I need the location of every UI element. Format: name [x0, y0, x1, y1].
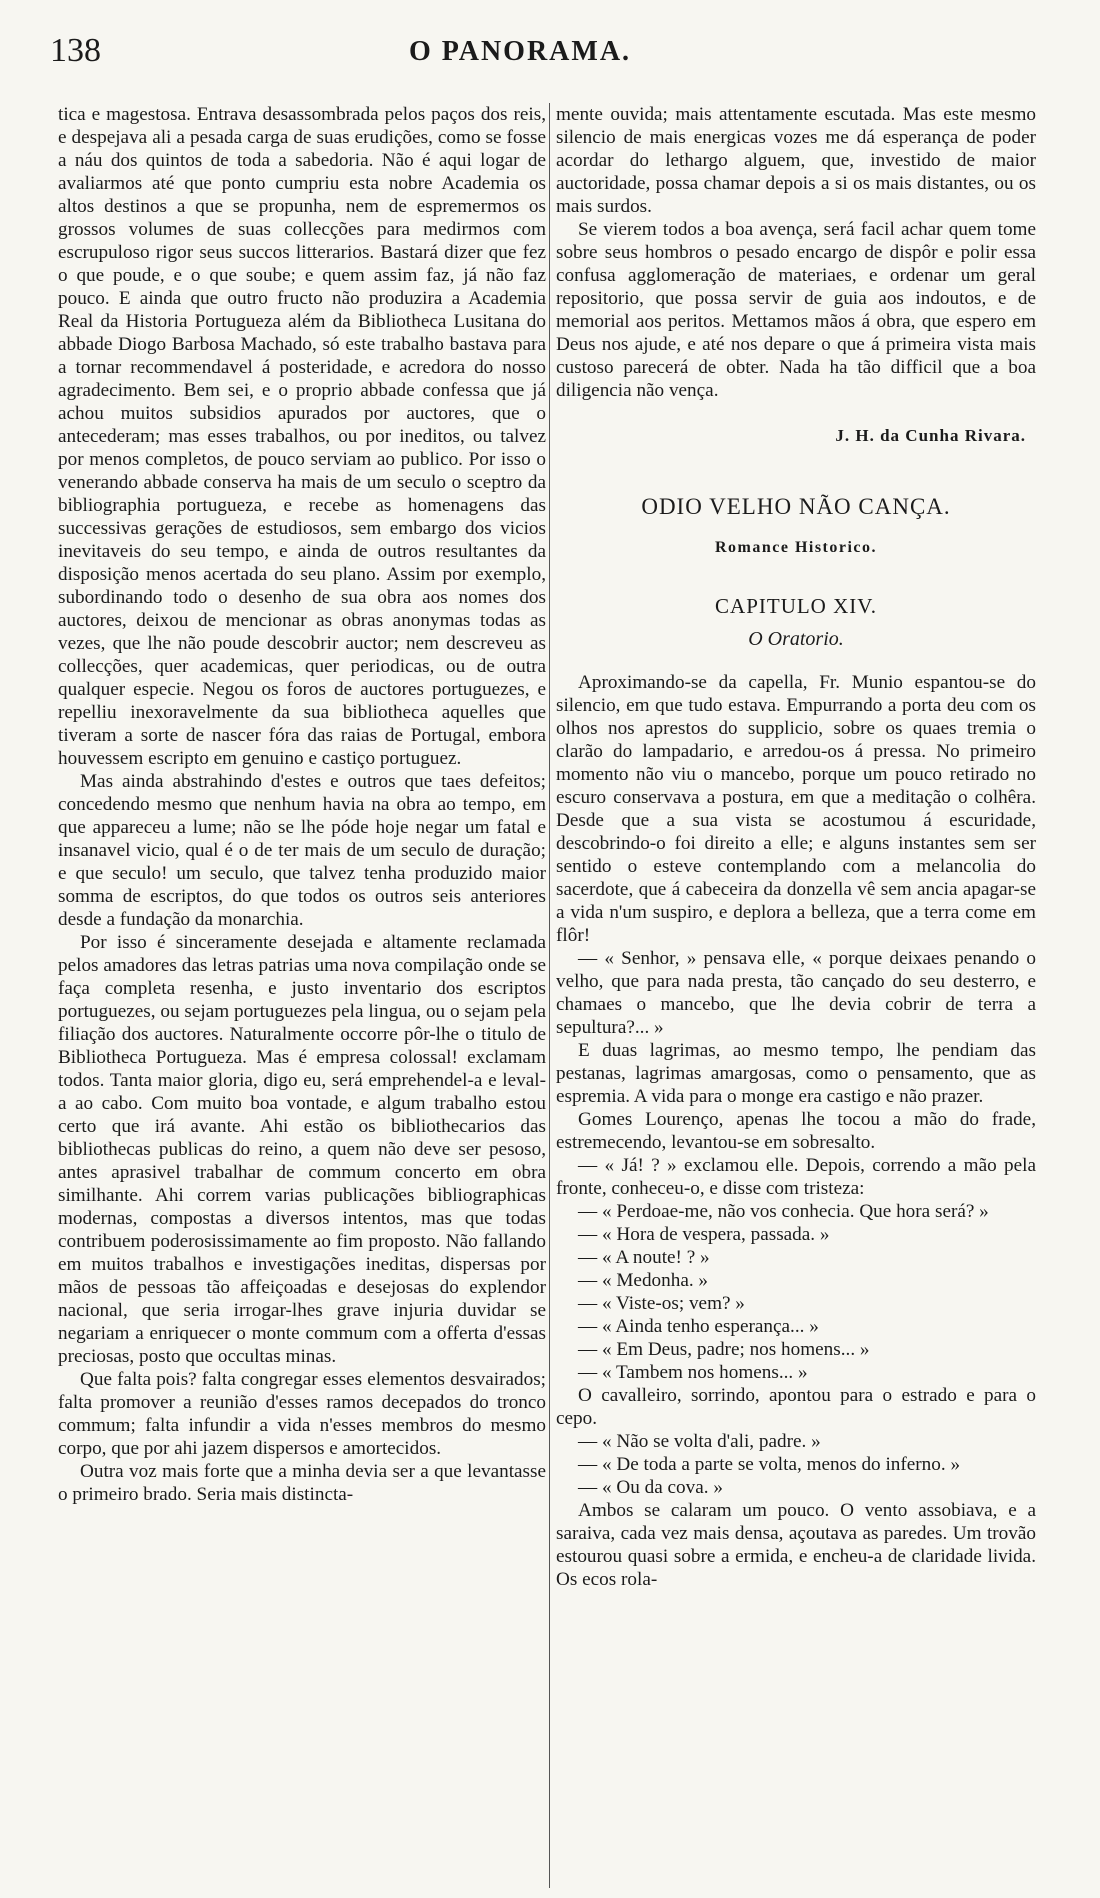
paragraph: Aproximando-se da capella, Fr. Munio espantou-se do silencio, em que tudo estava. Empurrando a porta deu com os olhos nos aprestos do supplicio, sobre os quaes tremia o clarão do lampadario, e arredou-os á pressa. No primeiro momento não viu o mancebo, porque um pouco retirado no escuro conservava a postura, em que a meditação o colhêra. Desde que a sua vista se acostumou á escuridade, descobrindo-o foi direito a elle; e alguns instantes sem ser sentido o esteve contemplando com a melancolia do sacerdote, que á cabeceira da donzella vê sem ancia apagar-se a vida n'um suspiro, e deplora a belleza, que a terra come em flôr! [556, 672, 1036, 946]
paragraph: mente ouvida; mais attentamente escutada. Mas este mesmo silencio de mais energicas vozes me dá esperança de poder acordar do lethargo alguem, que, investido de maior auctoridade, possa chamar depois a si os mais distantes, ou os mais surdos. [556, 104, 1036, 217]
dialogue-line: — « Não se volta d'ali, padre. » [578, 1431, 821, 1452]
dialogue-line: — « Ou da cova. » [578, 1477, 723, 1498]
dialogue-line: — « Já! ? » exclamou elle. Depois, correndo a mão pela fronte, conheceu-o, e disse com tristeza: [556, 1155, 1036, 1199]
dialogue-line: — « Tambem nos homens... » [578, 1362, 808, 1383]
dialogue-line: — « De toda a parte se volta, menos do inferno. » [578, 1454, 961, 1475]
paragraph: Se vierem todos a boa avença, será facil achar quem tome sobre seus hombros o pesado encargo de dispôr e polir essa confusa agglomeração de materiaes, e ordenar um geral repositorio, que possa servir de guia aos indoutos, e de memorial aos peritos. Mettamos mãos á obra, que espero em Deus nos ajude, e até nos depare o que á primeira vista mais custoso parecerá de obter. Nada ha tão difficil que a boa diligencia não vença. [556, 219, 1036, 401]
dialogue-line: — « Perdoae-me, não vos conhecia. Que hora será? » [578, 1201, 989, 1222]
story-body [556, 671, 1036, 1591]
dialogue-line: — « Ainda tenho esperança... » [578, 1316, 819, 1337]
dialogue-line: — « Hora de vespera, passada. » [578, 1224, 830, 1245]
paragraph: O cavalleiro, sorrindo, apontou para o estrado e para o cepo. [556, 1385, 1036, 1429]
story-subtitle: Romance Historico. [714, 539, 878, 556]
paragraph: Outra voz mais forte que a minha devia ser a que levantasse o primeiro brado. Seria mais distincta- [58, 1461, 546, 1505]
paragraph: Ambos se calaram um pouco. O vento assobiava, e a saraiva, cada vez mais densa, açoutava as paredes. Um trovão estourou quasi sobre a ermida, e encheu-a de claridade livida. Os ecos rola- [556, 1500, 1036, 1590]
page-header [50, 32, 990, 76]
chapter-title: CAPITULO XIV. [715, 594, 877, 618]
dialogue-line: — « A noute! ? » [578, 1247, 710, 1268]
dialogue-line: — « Viste-os; vem? » [578, 1293, 745, 1314]
paragraph: tica e magestosa. Entrava desassombrada pelos paços dos reis, e despejava ali a pesada carga de suas erudições, como se fosse a náu dos quintos de toda a sabedoria. Não é aqui logar de avaliarmos até que ponto cumpriu esta nobre Academia os altos destinos a que se propunha, nem de espremermos os grossos volumes de suas collecções para medirmos com escrupuloso rigor seus succos litterarios. Bastará dizer que fez o que poude, e o que soube; e quem assim faz, já não faz pouco. E ainda que outro fructo não produzira a Academia Real da Historia Portugueza além da Bibliotheca Lusitana do abbade Diogo Barbosa Machado, só este trabalho bastava para a tornar recommendavel á posteridade, e acredora do nosso agradecimento. Bem sei, e o proprio abbade confessa que já achou muitos subsidios apurados por auctores, que o antecederam; mas esses trabalhos, ou por ineditos, ou talvez por menos completos, de pouco serviam ao publico. Por isso o venerando abbade conserva ha mais de um seculo o sceptro da bibliographia portugueza, e recebe as homenagens das successivas gerações de estudiosos, sem embargo dos vicios inevitaveis do seu tempo, e ainda de outros resultantes da disposição menos acertada do seu plano. Assim por exemplo, subordinando todo o desenho de sua obra aos nomes dos auctores, deixou de mencionar as obras anonymas todas as vezes, que lhe não poude descobrir auctor; nem descreveu as collecções, quer academicas, quer periodicas, ou de outra qualquer especie. Negou os foros de auctores portuguezes, e repelliu inexoravelmente da sua bibliotheca aquelles que tiveram a sorte de nascer fóra das raias de Portugal, embora houvessem escripto em genuino e castiço portuguez. [58, 104, 546, 769]
paragraph: Gomes Lourenço, apenas lhe tocou a mão do frade, estremecendo, levantou-se em sobresalto. [556, 1109, 1036, 1153]
paragraph: E duas lagrimas, ao mesmo tempo, lhe pendiam das pestanas, lagrimas amargosas, como o pensamento, que as espremia. A vida para o monge era castigo e não prazer. [556, 1040, 1036, 1107]
story-title: ODIO VELHO NÃO CANÇA. [641, 494, 951, 519]
chapter-subtitle: O Oratorio. [748, 628, 844, 650]
dialogue-line: — « Em Deus, padre; nos homens... » [578, 1339, 870, 1360]
running-title: O PANORAMA. [408, 36, 632, 67]
page-number: 138 [50, 32, 101, 69]
author-signature: J. H. da Cunha Rivara. [835, 426, 1026, 445]
paragraph: Que falta pois? falta congregar esses elementos desvairados; falta promover a reunião d'esses ramos decepados do tronco commum; falta infundir a vida n'esses membros do mesmo corpo, que por ahi jazem dispersos e amortecidos. [58, 1369, 546, 1459]
dialogue-line: — « Medonha. » [578, 1270, 709, 1291]
paragraph: Por isso é sinceramente desejada e altamente reclamada pelos amadores das letras patrias uma nova compilação onde se faça completa resenha, e justo inventario dos escriptos portuguezes, ou sejam portuguezes pela lingua, ou o sejam pela filiação dos auctores. Naturalmente occorre pôr-lhe o titulo de Bibliotheca Portugueza. Mas é empresa colossal! exclamam todos. Tanta maior gloria, digo eu, será emprehendel-a e leval-a ao cabo. Com muito boa vontade, e algum trabalho estou certo que irá avante. Ahi estão os bibliothecarios das bibliothecas publicas do reino, a quem não deve ser pesoso, antes aprasivel trabalhar de commum concerto em obra similhante. Ahi correm varias publicações bibliographicas modernas, compostas a diversos intentos, mas que todas contribuem poderosissimamente ao fim proposto. Não fallando em muitos trabalhos e investigações ineditas, dispersas por mãos de pessoas tão affeiçoadas e desejosas do explendor nacional, que seria irrogar-lhes grave injuria duvidar se negariam a enriquecer o monte commum com a offerta d'essas preciosas, posto que occultas minas. [58, 932, 546, 1367]
column-divider [549, 103, 550, 1888]
left-column [58, 103, 546, 1898]
paragraph: Mas ainda abstrahindo d'estes e outros que taes defeitos; concedendo mesmo que nenhum havia na obra ao tempo, em que appareceu a lume; não se lhe póde hoje negar um fatal e insanavel vicio, qual é o de ter mais de um seculo de duração; e que seculo! um seculo, que talvez tenha produzido maior somma de escriptos, do que todos os outros seis anteriores desde a fundação da monarchia. [58, 771, 546, 930]
dialogue-line: — « Senhor, » pensava elle, « porque deixaes penando o velho, que para nada presta, tão cançado do seu desterro, e chamaes o mancebo, que lhe devia cobrir de terra a sepultura?... » [556, 948, 1036, 1038]
right-column [556, 103, 1036, 1898]
